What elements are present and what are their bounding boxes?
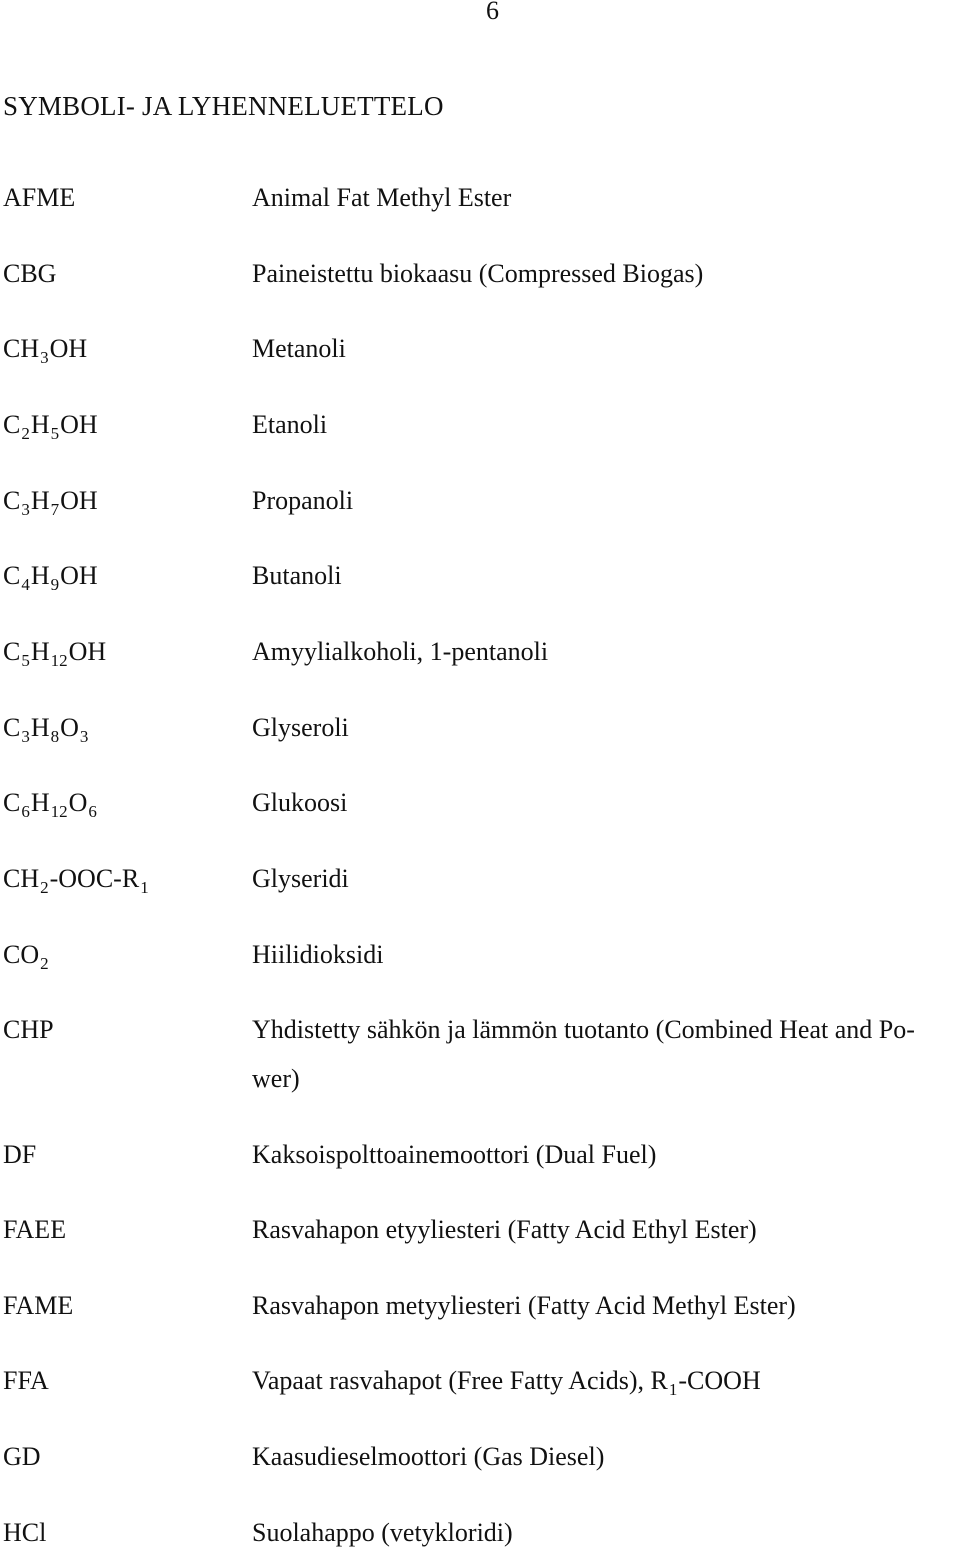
abbreviation-term [3,1215,66,1245]
abbreviation-description [252,183,952,213]
abbreviation-description [252,637,952,667]
subscript: 5 [21,651,30,670]
subscript: 1 [668,1380,678,1399]
text-segment: CH [3,334,40,363]
description-continuation: wer) [252,1064,300,1093]
text-segment: Suolahappo (vetykloridi) [252,1518,513,1547]
text-segment: H [30,486,50,515]
subscript: 2 [40,878,49,897]
abbreviation-description [252,486,952,516]
abbreviation-term [3,1015,54,1045]
text-segment: FAEE [3,1215,67,1244]
abbreviation-description [252,864,952,894]
text-segment: CBG [3,259,57,288]
text-segment: CHP [3,1015,54,1044]
text-segment: DF [3,1140,37,1169]
abbreviation-term [3,1442,41,1472]
subscript: 12 [50,802,68,821]
text-segment: OH [49,334,88,363]
subscript: 7 [50,500,60,519]
text-segment: Glyseridi [252,864,349,893]
abbreviation-term [3,1518,46,1548]
abbreviation-description [252,410,952,440]
text-segment: GD [3,1442,41,1471]
subscript: 3 [21,500,30,519]
abbreviation-term [3,259,56,289]
text-segment: H [30,410,50,439]
abbreviation-term [3,410,98,443]
text-segment: Butanoli [252,561,342,590]
subscript: 3 [40,348,49,367]
subscript: 6 [21,802,30,821]
text-segment: Vapaat rasvahapot (Free Fatty Acids), R [252,1366,668,1395]
text-segment: Paineistettu biokaasu (Compressed Biogas) [252,259,704,288]
text-segment: -COOH [678,1366,761,1395]
text-segment: Propanoli [252,486,354,515]
text-segment: Amyylialkoholi, 1-pentanoli [252,637,549,666]
text-segment: Glyseroli [252,713,349,742]
page-number: 6 [486,0,499,25]
text-segment: OH [68,637,107,666]
abbreviation-description [252,1015,952,1094]
text-segment: Rasvahapon etyyliesteri (Fatty Acid Ethyl Ester) [252,1215,757,1244]
text-segment: O [68,788,88,817]
abbreviation-description [252,259,952,289]
text-segment: AFME [3,183,76,212]
abbreviation-description [252,561,952,591]
subscript: 1 [140,878,149,897]
text-segment: Yhdistetty sähkön ja lämmön tuotanto (Combined Heat and Po- [252,1015,915,1044]
text-segment: C [3,561,21,590]
text-segment: -OOC-R [49,864,140,893]
text-segment: FAME [3,1291,74,1320]
abbreviation-description [252,1518,952,1548]
text-segment: Glukoosi [252,788,348,817]
subscript: 8 [50,727,60,746]
abbreviation-term [3,334,87,367]
abbreviation-description [252,1140,952,1170]
text-segment: Kaksoispolttoainemoottori (Dual Fuel) [252,1140,657,1169]
abbreviation-description [252,940,952,970]
text-segment: OH [60,561,98,590]
subscript: 3 [79,727,89,746]
subscript: 2 [40,954,49,973]
text-segment: FFA [3,1366,49,1395]
text-segment: O [60,713,79,742]
abbreviation-term [3,864,150,897]
subscript: 6 [88,802,97,821]
text-segment: Animal Fat Methyl Ester [252,183,512,212]
subscript: 2 [21,424,30,443]
abbreviation-description [252,713,952,743]
text-segment: Hiilidioksidi [252,940,384,969]
subscript: 4 [21,575,30,594]
text-segment: Rasvahapon metyyliesteri (Fatty Acid Methyl Ester) [252,1291,796,1320]
subscript: 12 [50,651,68,670]
abbreviation-description [252,1442,952,1472]
text-segment: OH [60,410,98,439]
text-segment: OH [60,486,98,515]
abbreviation-description [252,1215,952,1245]
abbreviation-term [3,940,50,973]
text-segment: HCl [3,1518,47,1547]
subscript: 9 [50,575,60,594]
abbreviation-term [3,1291,73,1321]
text-segment: Metanoli [252,334,346,363]
text-segment: H [30,561,50,590]
text-segment: CO [3,940,40,969]
abbreviation-description [252,788,952,818]
abbreviation-description [252,334,952,364]
text-segment: H [30,713,50,742]
subscript: 5 [50,424,60,443]
text-segment: C [3,788,21,817]
text-segment: Etanoli [252,410,328,439]
page-title: SYMBOLI- JA LYHENNELUETTELO [3,91,444,121]
text-segment: Kaasudieselmoottori (Gas Diesel) [252,1442,605,1471]
abbreviation-term [3,713,89,746]
text-segment: C [3,410,21,439]
abbreviation-term [3,486,98,519]
text-segment: H [30,637,50,666]
abbreviation-term [3,637,106,670]
abbreviation-term [3,183,75,213]
abbreviation-description [252,1366,952,1399]
subscript: 3 [21,727,30,746]
text-segment: C [3,486,21,515]
abbreviation-term [3,1140,36,1170]
text-segment: C [3,713,21,742]
abbreviation-term [3,1366,49,1396]
abbreviation-term [3,788,98,821]
abbreviation-description [252,1291,952,1321]
text-segment: H [30,788,50,817]
text-segment: CH [3,864,40,893]
abbreviation-term [3,561,98,594]
text-segment: C [3,637,21,666]
